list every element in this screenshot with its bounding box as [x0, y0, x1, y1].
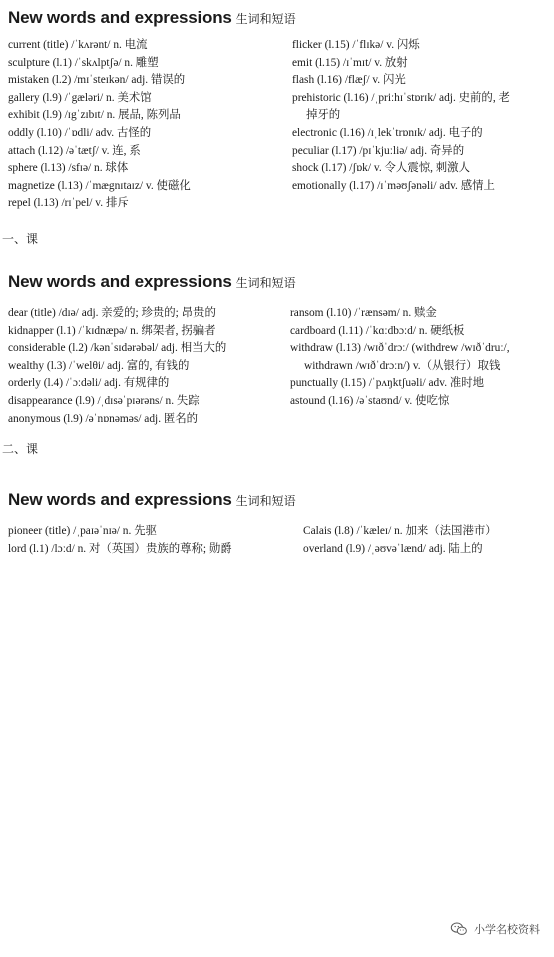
vocab-entry: pioneer (title) /ˌpaɪəˈnɪə/ n. 先驱 — [8, 525, 157, 537]
section-heading — [8, 8, 296, 28]
vocab-entry: prehistoric (l.16) /ˌpriːhɪˈstɒrɪk/ adj. 史前的, 老 — [292, 91, 510, 104]
word-list-left — [8, 37, 191, 213]
word-list-left — [8, 523, 232, 558]
vocab-entry: sculpture (l.1) /ˈskʌlptʃə/ n. 雕塑 — [8, 56, 159, 69]
vocab-entry: dear (title) /dɪə/ adj. 亲爱的; 珍贵的; 昂贵的 — [8, 307, 216, 319]
vocab-entry: current (title) /ˈkʌrənt/ n. 电流 — [8, 39, 148, 51]
vocab-section-1 — [0, 0, 554, 246]
vocab-entry: considerable (l.2) /kənˈsɪdərəbəl/ adj. 相当大的 — [8, 342, 227, 355]
word-list-right — [303, 523, 497, 558]
watermark-text: 小学名校资料 — [474, 923, 540, 936]
lesson-label: 一、课 — [2, 232, 39, 246]
vocab-entry: peculiar (l.17) /pɪˈkjuːliə/ adj. 奇异的 — [292, 144, 465, 157]
vocab-entry: Calais (l.8) /ˈkæleɪ/ n. 加来（法国港市） — [303, 525, 497, 537]
vocab-entry: orderly (l.4) /ˈɔːdəli/ adj. 有规律的 — [8, 377, 170, 390]
lesson-label: 二、课 — [2, 442, 39, 456]
vocab-entry: shock (l.17) /ʃɒk/ v. 令人震惊, 刺激人 — [292, 162, 470, 175]
vocab-entry: cardboard (l.11) /ˈkɑːdbɔːd/ n. 硬纸板 — [290, 324, 465, 337]
vocab-entry: attach (l.12) /əˈtætʃ/ v. 连, 系 — [8, 144, 141, 157]
vocab-entry: flash (l.16) /flæʃ/ v. 闪光 — [292, 74, 406, 87]
vocab-entry: sphere (l.13) /sfɪə/ n. 球体 — [8, 162, 129, 175]
vocab-section-3 — [0, 480, 554, 580]
vocab-entry: anonymous (l.9) /əˈnɒnəməs/ adj. 匿名的 — [8, 412, 199, 425]
watermark — [450, 921, 540, 937]
vocab-entry: disappearance (l.9) /ˌdɪsəˈpɪərəns/ n. 失踪 — [8, 394, 200, 407]
vocab-entry: lord (l.1) /lɔːd/ n. 对（英国）贵族的尊称; 勋爵 — [8, 542, 232, 555]
vocab-entry: astound (l.16) /əˈstaʊnd/ v. 使吃惊 — [290, 394, 450, 407]
wechat-icon — [450, 922, 468, 936]
vocab-entry-continuation: 掉牙的 — [306, 109, 341, 122]
heading-chinese: 生词和短语 — [235, 12, 296, 26]
vocab-entry: overland (l.9) /ˌəʊvəˈlænd/ adj. 陆上的 — [303, 542, 483, 555]
word-list-right — [292, 37, 510, 195]
section-heading — [8, 272, 296, 292]
vocab-section-2 — [0, 260, 554, 460]
vocab-entry: kidnapper (l.1) /ˈkɪdnæpə/ n. 绑架者, 拐骗者 — [8, 324, 216, 337]
vocab-entry-continuation: withdrawn /wɪðˈdrɔːn/) v.（从银行）取钱 — [304, 359, 501, 372]
vocab-entry: wealthy (l.3) /ˈwelθi/ adj. 富的, 有钱的 — [8, 359, 190, 372]
word-list-right — [290, 305, 510, 411]
section-heading — [8, 490, 296, 510]
vocab-entry: ransom (l.10) /ˈrænsəm/ n. 赎金 — [290, 307, 437, 319]
vocab-entry: gallery (l.9) /ˈgæləri/ n. 美术馆 — [8, 91, 152, 104]
vocab-entry: exhibit (l.9) /ɪgˈzɪbɪt/ n. 展品, 陈列品 — [8, 109, 181, 122]
vocab-entry: emotionally (l.17) /ɪˈməʊʃənəli/ adv. 感情上 — [292, 179, 495, 192]
vocab-entry: magnetize (l.13) /ˈmægnɪtaɪz/ v. 使磁化 — [8, 179, 191, 192]
vocab-entry: emit (l.15) /ɪˈmɪt/ v. 放射 — [292, 56, 408, 69]
vocab-entry: punctually (l.15) /ˈpʌŋktʃuəli/ adv. 准时地 — [290, 377, 485, 390]
heading-english: New words and expressions — [8, 490, 232, 509]
vocab-entry: flicker (l.15) /ˈflɪkə/ v. 闪烁 — [292, 39, 420, 51]
vocab-entry: withdraw (l.13) /wɪðˈdrɔː/ (withdrew /wɪðˈdruː/, — [290, 342, 510, 355]
vocab-entry: oddly (l.10) /ˈɒdli/ adv. 古怪的 — [8, 126, 152, 139]
heading-english: New words and expressions — [8, 8, 232, 27]
vocab-entry: repel (l.13) /rɪˈpel/ v. 排斥 — [8, 197, 129, 210]
vocab-entry: mistaken (l.2) /mɪˈsteɪkən/ adj. 错误的 — [8, 74, 186, 87]
heading-chinese: 生词和短语 — [235, 276, 296, 290]
heading-chinese: 生词和短语 — [235, 494, 296, 508]
word-list-left — [8, 305, 226, 428]
heading-english: New words and expressions — [8, 272, 232, 291]
vocab-entry: electronic (l.16) /ɪˌlekˈtrɒnɪk/ adj. 电子的 — [292, 126, 483, 139]
